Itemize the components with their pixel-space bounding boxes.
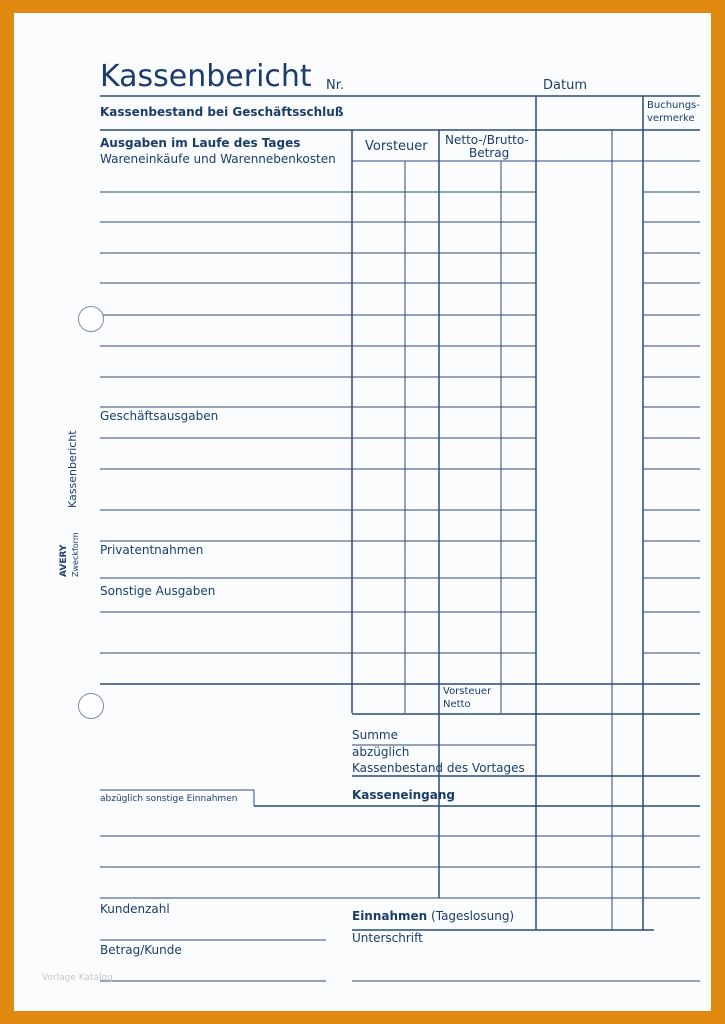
vortag-label: Kassenbestand des Vortages: [352, 761, 525, 775]
logo-avery: AVERY: [59, 544, 69, 577]
unterschrift-label: Unterschrift: [352, 931, 423, 945]
kasseneingang-label: Kasseneingang: [352, 788, 455, 802]
buchungsvermerke-line1: Buchungs-: [647, 100, 700, 111]
punch-hole-top: [78, 306, 104, 332]
sonstige-ausgaben-label: Sonstige Ausgaben: [100, 584, 216, 598]
vorsteuer-sum-label: Vorsteuer: [443, 686, 492, 697]
betrag-kunde-label: Betrag/Kunde: [100, 943, 182, 957]
netto-sum-label: Netto: [443, 699, 471, 710]
geschaeftsausgaben-label: Geschäftsausgaben: [100, 409, 219, 423]
form-title: Kassenbericht: [100, 59, 312, 94]
punch-hole-bottom: [78, 693, 104, 719]
einnahmen-label: [352, 909, 514, 923]
vertical-title: Kassenbericht: [66, 430, 79, 508]
netto-brutto-header-line2: Betrag: [469, 146, 510, 160]
einnahmen-bold: Einnahmen: [352, 909, 428, 923]
logo-zweckform: Zweckform: [71, 532, 80, 577]
vorsteuer-header: Vorsteuer: [365, 139, 428, 154]
abzueglich-label: abzüglich: [352, 745, 410, 759]
form-sheet: [14, 13, 711, 1011]
kundenzahl-label: Kundenzahl: [100, 902, 170, 916]
kassenbestand-label: Kassenbestand bei Geschäftsschluß: [100, 105, 344, 119]
nr-label: Nr.: [326, 78, 345, 93]
netto-brutto-header-line1: Netto-/Brutto-: [445, 133, 529, 147]
tageslosung-text: (Tageslosung): [427, 909, 515, 923]
privatentnahmen-label: Privatentnahmen: [100, 543, 204, 557]
buchungsvermerke-line2: vermerke: [647, 113, 695, 124]
datum-label: Datum: [543, 78, 587, 93]
sonstige-einnahmen-label: abzüglich sonstige Einnahmen: [100, 794, 238, 804]
waren-label: Wareneinkäufe und Warennebenkosten: [100, 152, 336, 166]
summe-label: Summe: [352, 728, 398, 742]
ausgaben-title: Ausgaben im Laufe des Tages: [100, 136, 301, 150]
watermark: Vorlage Katalog: [42, 973, 113, 983]
